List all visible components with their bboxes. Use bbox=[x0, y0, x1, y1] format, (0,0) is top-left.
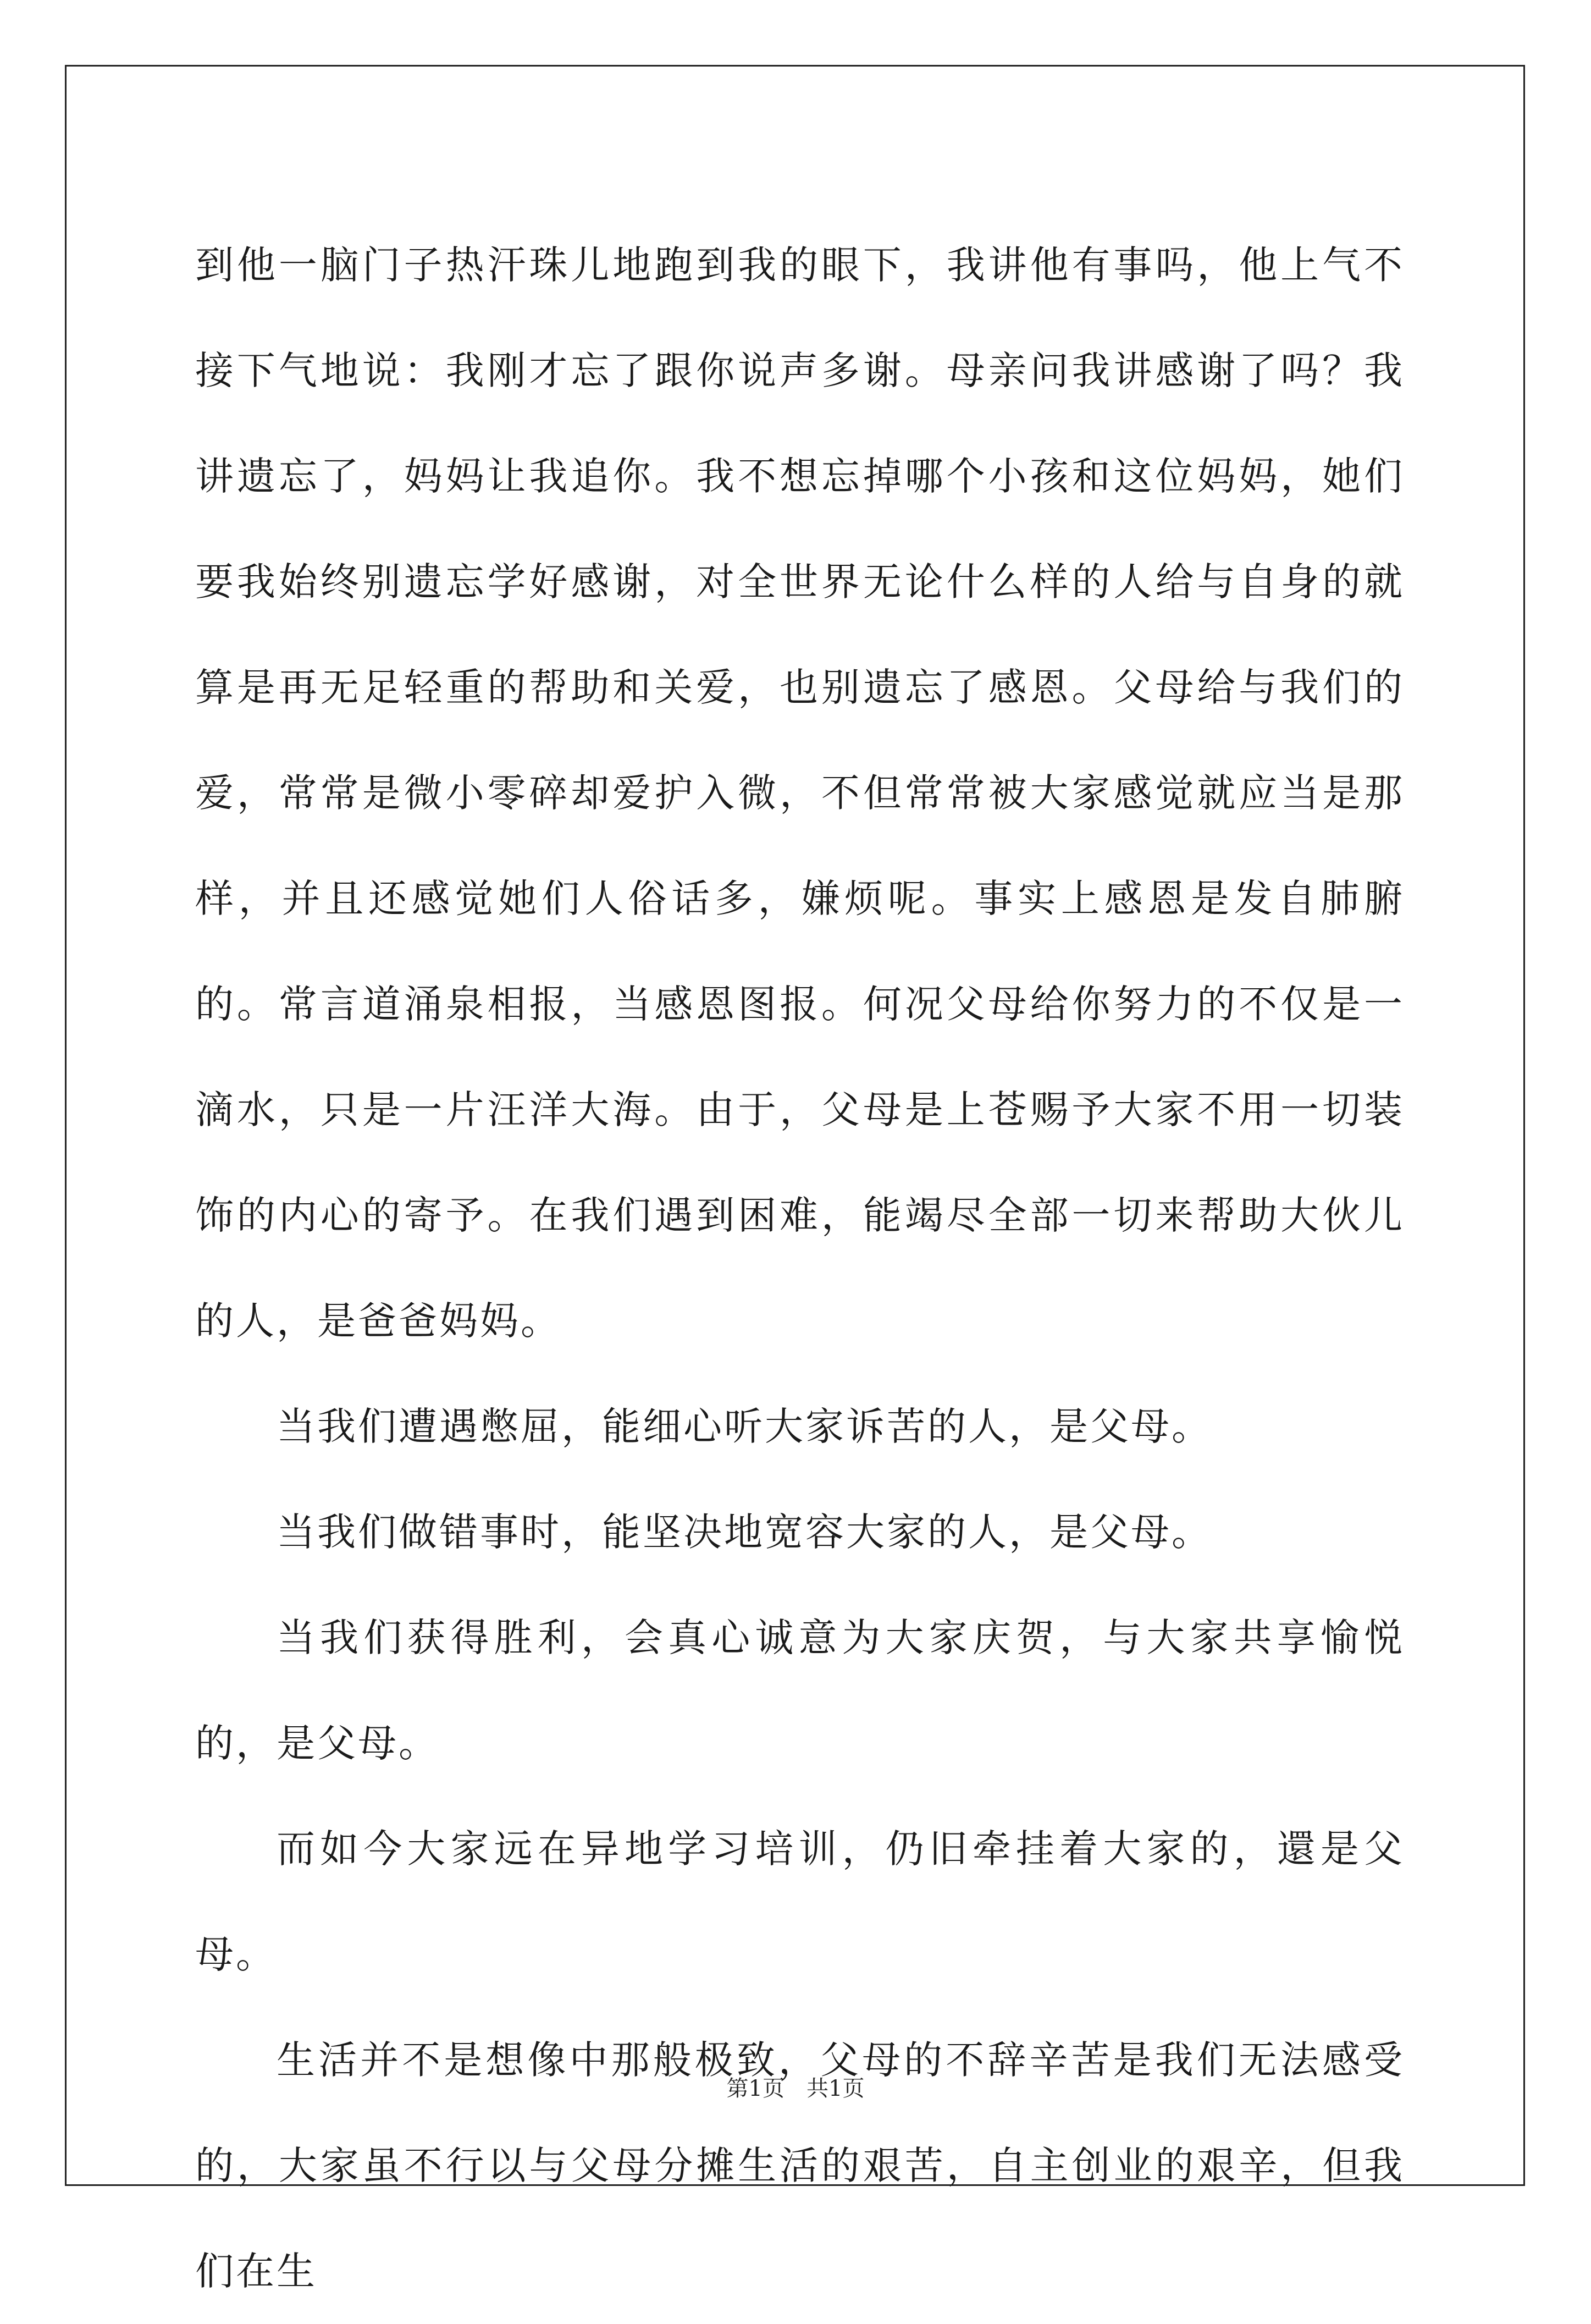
paragraph-5: 而如今大家远在异地学习培训，仍旧牵挂着大家的，還是父母。 bbox=[195, 1826, 1405, 1977]
paragraph-6: 生活并不是想像中那般极致，父母的不辞辛苦是我们无法感受的，大家虽不行以与父母分摊生活的艰苦，自主创业的艰辛，但我们在生 bbox=[195, 2037, 1405, 2294]
paragraph-3: 当我们做错事时，能坚决地宽容大家的人，是父母。 bbox=[277, 1510, 1212, 1555]
paragraph-2: 当我们遭遇憋屈，能细心听大家诉苦的人，是父母。 bbox=[277, 1404, 1212, 1449]
paragraph-4: 当我们获得胜利，会真心诚意为大家庆贺，与大家共享愉悦的，是父母。 bbox=[195, 1615, 1405, 1766]
paragraph-1: 到他一脑门子热汗珠儿地跑到我的眼下，我讲他有事吗，他上气不接下气地说：我刚才忘了跟你说声多谢。母亲问我讲感谢了吗？我讲遗忘了，妈妈让我追你。我不想忘掉哪个小孩和这位妈妈，她们要我始终别遗忘学好感谢，对全世界无论什么样的人给与自身的就算是再无足轻重的帮助和关爱，也别遗忘了感恩。父母给与我们的爱，常常是微小零碎却爱护入微，不但常常被大家感觉就应当是那样，并且还感觉她们人俗话多，嫌烦呢。事实上感恩是发自肺腑的。常言道涌泉相报，当感恩图报。何况父母给你努力的不仅是一滴水，只是一片汪洋大海。由于，父母是上苍赐予大家不用一切装饰的内心的寄予。在我们遇到困难，能竭尽全部一切来帮助大伙儿的人，是爸爸妈妈。 bbox=[195, 243, 1405, 1343]
page-footer: 第1页 共1页 bbox=[726, 2076, 865, 2101]
document-body bbox=[195, 212, 1405, 2324]
